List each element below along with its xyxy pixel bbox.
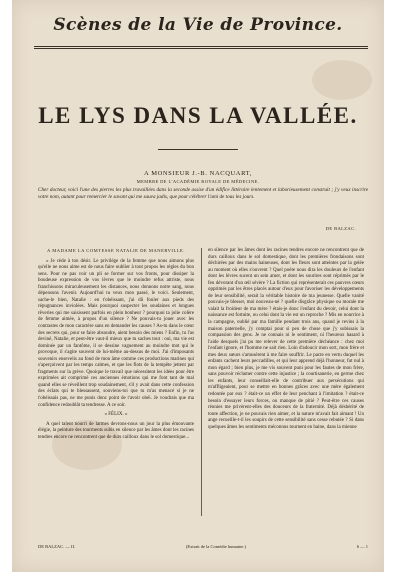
paragraph: « FÉLIX. » [104, 412, 128, 418]
footer-right: 6 — 1 [356, 544, 368, 549]
letter-heading: A MADAME LA COMTESSE NATALIE DE MANERVILLE. [46, 248, 186, 253]
dedication-heading: A MONSIEUR J.-B. NACQUART, [144, 170, 252, 177]
paragraph: « Je cède à ton désir. Le privilége de la femme que nous aimons plus qu'elle ne nous aime est de nous faire oublier à tout propos les règles du bon sens. Pour ne pas voir un pli se former sur vos fronts, pour dissiper la boudeuse expression de vos lèvres que le moindre refus attriste, nous franchissons miraculeusement les distances, nous donnons notre sang, nous dépensons l'avenir. Aujourd'hui tu veux mon passé, le voici. Seulement, sache-le bien, Natalie : en t'obéissant, j'ai dû fouler aux pieds des répugnances inviolées. Mais pourquoi suspecter les soudaines et longues rêveries qui me saisissent parfois en plein bonheur ? pourquoi ta jolie colère de femme aimée, à propos d'un silence ? Ne pouvais-tu jouer avec les contrastes de mon caractère sans en demander les causes ? As-tu dans le cœur des secrets qui, pour se faire absoudre, aient besoin des miens ? Enfin, tu l'as deviné, Natalie, et peut-être vaut-il mieux que tu saches tout : oui, ma vie est dominée par un fantôme, il se dessine vaguement au moindre mot qui le provoque, il s'agite souvent de lui-même au-dessus de moi. J'ai d'imposants souvenirs ensevelis au fond de mon âme comme ces productions marines qui s'aperçoivent par les temps calmes, et que les flots de la tempête jettent par fragments sur la grève. Quoique le travail que nécessitent les idées pour être exprimées ait comprimé ces anciennes émotions qui me font tant de mal quand elles se réveillent trop soudainement, s'il y avait dans cette confession des éclats qui te blessassent, souviens-toi que tu m'as menacé si je ne t'obéissais pas, ne me punis donc point de t'avoir obéi. Je voudrais que ma confidence redoublât ta tendresse. A ce soir. [38, 258, 194, 408]
header-rule [34, 46, 368, 47]
right-column [208, 248, 364, 431]
dedication-subtitle: MEMBRE DE L'ACADÉMIE ROYALE DE MÉDECINE. [136, 179, 260, 184]
page-footer [38, 544, 368, 549]
chapter-title: LE LYS DANS LA VALLÉE. [38, 103, 358, 128]
title-rule [158, 149, 238, 150]
book-page [12, 0, 384, 572]
dedication-text: Cher docteur, voici l'une des pierres les plus travaillées dans la seconde assise d'un édifice littéraire lentement et laborieusement construit ; j'y veux inscrire votre nom, autant pour remercier le savant qui me sauva jadis, que pour célébrer l'ami de tous les jours. [38, 187, 368, 200]
series-title: Scènes de la Vie de Province. [53, 15, 343, 35]
paragraph: A quel talent nourri de larmes devrons-nous un jour la plus émouvante élégie, la peinture des tourments subis en silence par les âmes dont les racines tendres encore ne rencontrent que de durs cailloux dans le sol domestique... [38, 421, 194, 440]
left-column [38, 248, 194, 441]
footer-center: (Extrait de la Comédie humaine.) [185, 544, 246, 549]
paragraph: en silence par les âmes dont les racines tendres encore ne rencontrent que de durs cailloux dans le sol domestique, dont les premières frondaisons sont déchirées par des mains haineuses, dont les fleurs sont atteintes par la gelée au moment où elles s'ouvrent ? Quel poète nous dira les douleurs de l'enfant dont les lèvres sucent un sein amer, et dont les sourires sont réprimés par le feu dévorant d'un œil sévère ? La fiction qui représenterait ces pauvres cœurs opprimés par les êtres placés autour d'eux pour favoriser les développements de leur sensibilité, serait la véritable histoire de ma jeunesse. Quelle vanité pouvais-je blesser, moi nouveau-né ? quelle disgrâce physique ou morale me valait la froideur de ma mère ? étais-je donc l'enfant du devoir, celui dont la naissance est fortuite, ou celui dont la vie est un reproche ? Mis en nourrice à la campagne, oublié par ma famille pendant trois ans, quand je revins à la maison paternelle, j'y comptai pour si peu de chose que j'y subissais la compassion des gens. Je ne connais ni le sentiment, ni l'heureux hasard à l'aide desquels j'ai pu me relever de cette première déchéance : chez moi l'enfant ignore, et l'homme ne sait rien. Loin d'adoucir mon sort, mon frère et mes deux sœurs s'amusèrent à me faire souffrir. Le pacte en vertu duquel les enfants cachent leurs peccadilles, et qui leur apprend déjà l'honneur, fut nul à mon égard ; bien plus, je me vis souvent puni pour les fautes de mon frère, sans pouvoir réclamer contre cette injustice ; la courtisanerie, en germe chez les enfants, leur conseillait-elle de contribuer aux persécutions qui m'affligeaient, pour se mettre en bonnes grâces avec une mère également redoutée par eux ? était-ce un effet de leur penchant à l'imitation ? était-ce besoin d'essayer leurs forces, ou manque de pitié ? Peut-être ces causes réunies me privèrent-elles des douceurs de la fraternité. Déjà déshérité de toute affection, je ne pouvais rien aimer, et la nature m'avait fait aimant ! Un ange recueille-t-il les soupirs de cette sensibilité sans cesse rebutée ? Si dans quelques âmes les sentiments méconnus tournent en haine, dans la mienne [208, 248, 364, 430]
signature: DE BALZAC. [325, 226, 356, 231]
paper-stain [312, 60, 372, 100]
footer-left: DE BALZAC. — II. [38, 544, 76, 549]
column-divider [201, 248, 202, 516]
header-rule-double [34, 48, 368, 49]
